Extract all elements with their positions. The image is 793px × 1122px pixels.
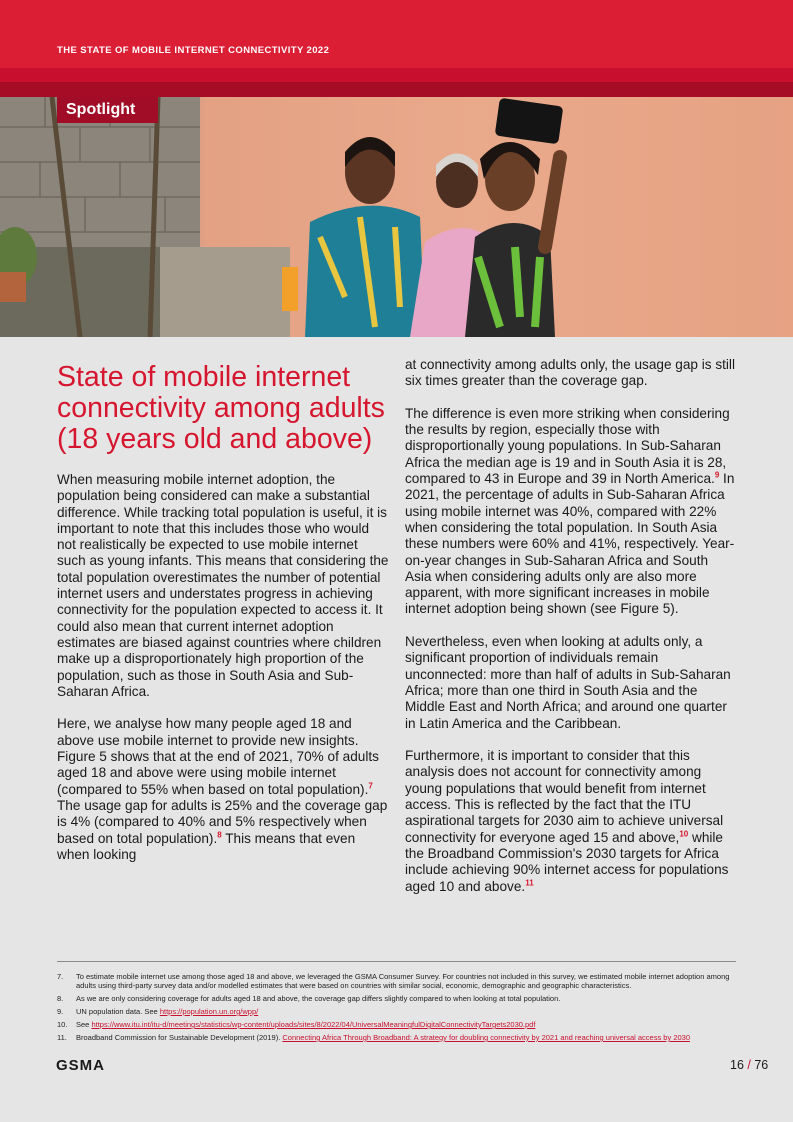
footnote-item [57,1007,736,1016]
paragraph [57,716,389,863]
text-run: The usage gap for adults is 25% and the coverage gap is 4% (compared to 40% and 5% respectively when based on total population). [57,797,388,846]
footnote-number: 7. [57,972,64,981]
footnote-ref[interactable]: 10 [679,829,689,839]
spotlight-photo [0,97,793,337]
footnote-text: To estimate mobile internet use among those aged 18 and above, we leveraged the GSMA Consumer Survey. For countries not included in this survey, we estimated mobile internet adoption among adults using third-party survey data and/or modelled estimates that were based on countries with similar social, economic, demographic and geographic characteristics. [76,972,730,990]
footnote-link[interactable]: Connecting Africa Through Broadband: A strategy for doubling connectivity by 2021 and reaching universal access by 2030 [282,1033,690,1042]
footnote-text [76,1020,736,1029]
footnote-number: 10. [57,1020,68,1029]
footnote-text: As we are only considering coverage for adults aged 18 and above, the coverage gap differs slightly compared to when looking at total population. [76,994,561,1003]
report-title: THE STATE OF MOBILE INTERNET CONNECTIVITY 2022 [57,45,330,56]
footnote-link[interactable]: https://www.itu.int/itu-d/meetings/statistics/wp-content/uploads/sites/8/2022/04/UniversalMeaningfulDigitalConnectivityTargets2030.pdf [91,1020,536,1029]
footnote-item [57,1020,736,1029]
footnote-number: 11. [57,1033,67,1042]
page-header [0,0,793,97]
text-run: while the Broadband Commission's 2030 targets for Africa include achieving 90% internet access for populations aged 10 and above. [405,829,729,894]
text-run: In 2021, the percentage of adults in Sub-Saharan Africa using mobile internet was 40%, compared with 22% when considering the total population. In South Asia these numbers were 60% and 41%, respectively. Year-on-year changes in Sub-Saharan Africa and South Asia when considering adults only are also more apparent, with more significant increases in mobile internet adoption being shown (see Figure 5). [405,471,735,617]
footnote-ref[interactable]: 9 [714,470,720,480]
footnotes [57,972,736,1046]
page-separator: / [747,1058,751,1072]
spotlight-badge: Spotlight [57,97,158,123]
paragraph: at connectivity among adults only, the usage gap is still six times greater than the coverage gap. [405,357,735,389]
footnote-prefix: See [76,1020,92,1029]
footnote-text [76,1007,736,1016]
footnote-ref[interactable]: 11 [525,877,534,887]
paragraph [405,406,737,618]
footnote-divider [57,961,736,962]
footnote-ref[interactable]: 8 [217,830,222,839]
current-page: 16 [730,1058,744,1072]
gsma-logo: GSMA [56,1057,105,1074]
footnote-link[interactable]: https://population.un.org/wpp/ [159,1007,259,1016]
section-title: State of mobile internet connectivity among adults (18 years old and above) [57,361,385,455]
text-run: This means that even when looking [57,830,356,862]
footnote-prefix: UN population data. See [76,1007,160,1016]
footnote-prefix: Broadband Commission for Sustainable Development (2019). [76,1033,283,1042]
text-run: Here, we analyse how many people aged 18 and above use mobile internet to provide new insights. Figure 5 shows that at the end of 2021, 70% of adults aged 18 and above were using mobile internet (compared to 55% when based on total population). [57,716,379,797]
footnote-number: 8. [57,994,64,1003]
left-column [57,362,389,879]
page-number [730,1058,768,1072]
footnote-item [57,1033,736,1042]
text-run: Furthermore, it is important to consider that this analysis does not account for connectivity among young populations that would benefit from internet access. This is reflected by the fact that the ITU aspirational targets for 2030 aim to achieve universal connectivity for everyone aged 15 and above, [405,748,724,845]
footnote-text [76,1033,736,1042]
text-run: The difference is even more striking when considering the results by region, especially those with disproportionally young populations. In Sub-Saharan Africa the median age is 19 and in South Asia it is 28, compared to 43 in Europe and 39 in North America. [405,405,730,487]
right-column [405,357,737,911]
paragraph [405,748,737,895]
footnote-number: 9. [57,1007,64,1016]
photo-illustration [0,97,793,337]
footnote-ref[interactable]: 7 [368,781,373,791]
total-pages: 76 [754,1058,769,1072]
paragraph: When measuring mobile internet adoption, the population being considered can make a substantial difference. While tracking total population is useful, it is important to note that this includes those who would not realistically be expected to use mobile internet such as young infants. This means that considering the total population overestimates the number of potential internet users and understates progress in achieving connectivity for the population expected to access it. It could also mean that current internet adoption estimates are biased against countries where children make up a disproportionately high proportion of the population, such as those in South Asia and Sub-Saharan Africa. [57,472,389,699]
footnote-item [57,972,736,990]
paragraph: Nevertheless, even when looking at adults only, a significant proportion of individuals remain unconnected: more than half of adults in Sub-Saharan Africa; more than one third in South Asia and the Middle East and North Africa; and around one quarter in Latin America and the Caribbean. [405,634,731,731]
footnote-item [57,994,736,1003]
